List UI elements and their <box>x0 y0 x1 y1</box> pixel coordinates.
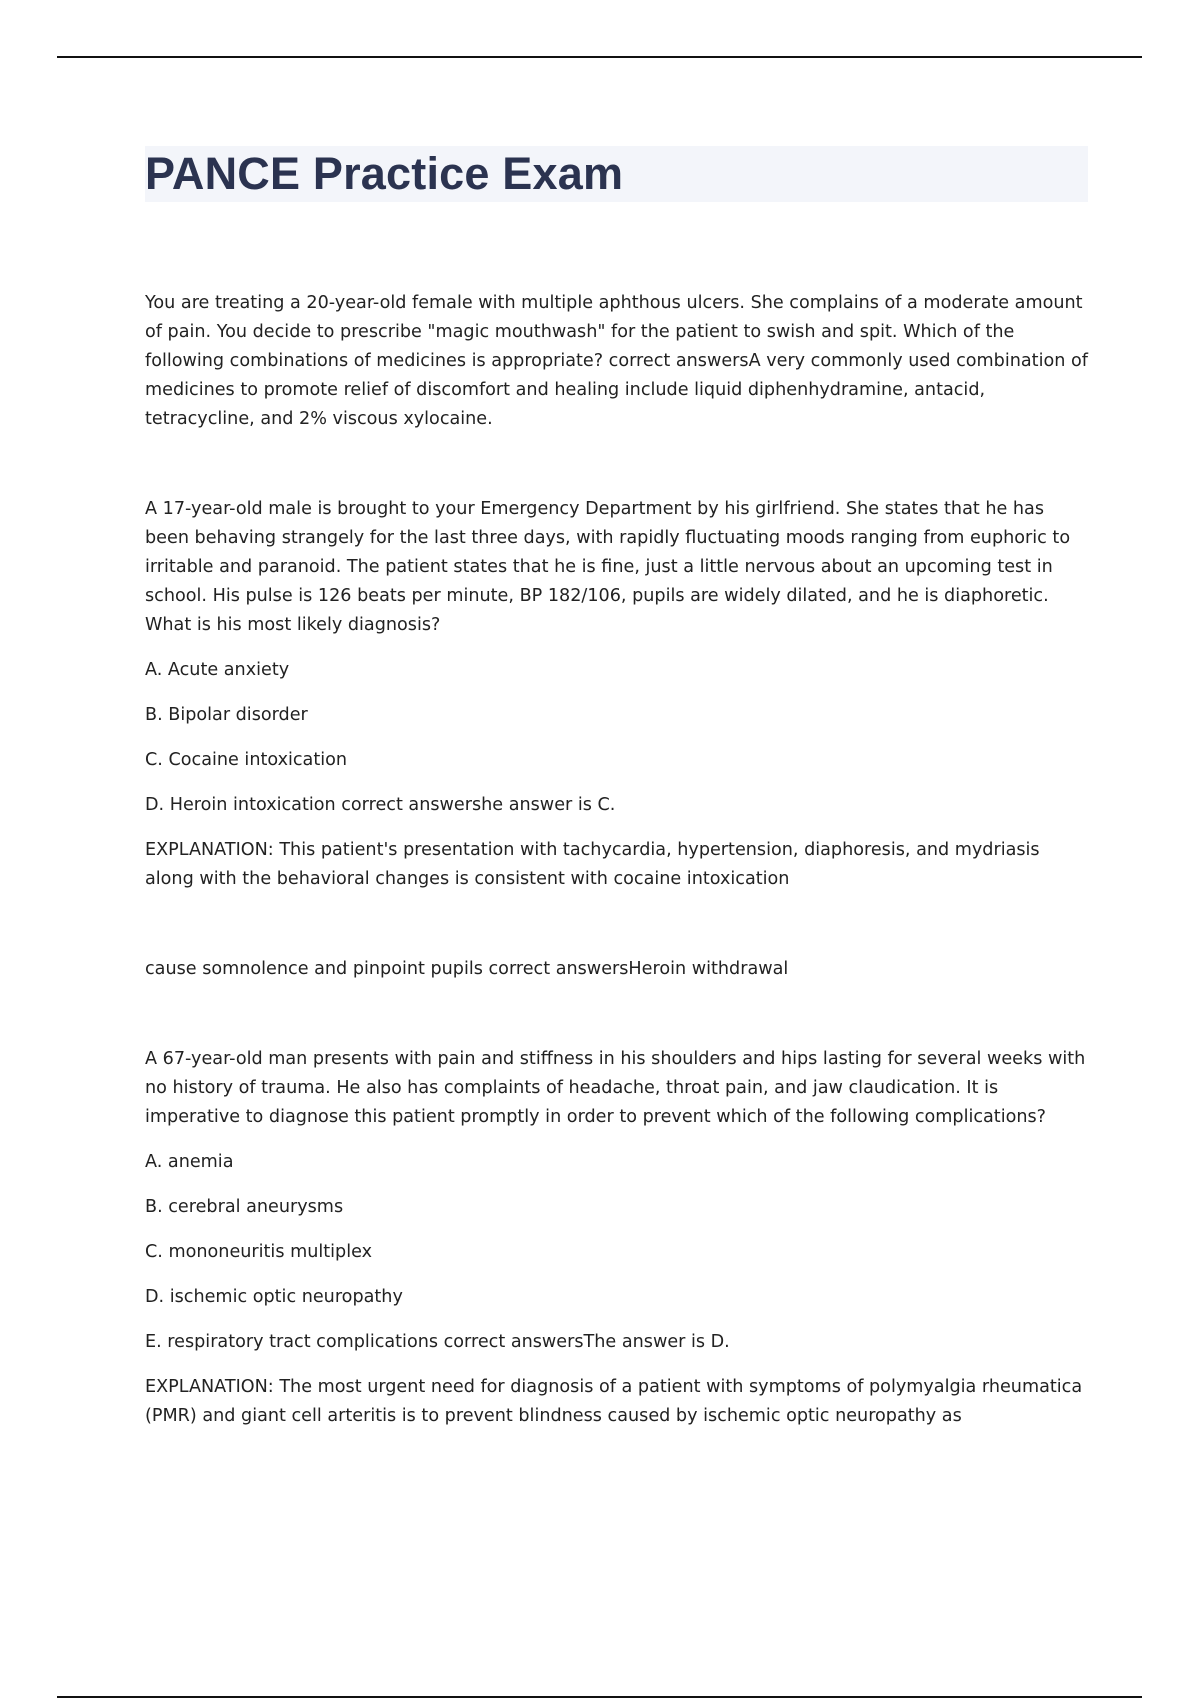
question-2-option-d: D. Heroin intoxication correct answershe answer is C. <box>145 795 616 815</box>
question-4-option-d: D. ischemic optic neuropathy <box>145 1287 403 1307</box>
question-2-explanation: EXPLANATION: This patient's presentation with tachycardia, hypertension, diaphoresis, and mydriasis along with the behavioral changes is consistent with cocaine intoxication <box>145 840 1040 889</box>
question-3: cause somnolence and pinpoint pupils correct answersHeroin withdrawal <box>145 959 789 979</box>
question-2-option-a: A. Acute anxiety <box>145 660 290 680</box>
top-divider <box>57 56 1142 58</box>
question-4-option-c: C. mononeuritis multiplex <box>145 1242 373 1262</box>
bottom-divider <box>57 1696 1142 1698</box>
document-body <box>145 289 1090 1431</box>
question-1: You are treating a 20-year-old female with multiple aphthous ulcers. She complains of a moderate amount of pain. You decide to prescribe "magic mouthwash" for the patient to swish and spit. Which of the following combinations of medicines is appropriate? correct answersA very commonly used combination of medicines to promote relief of discomfort and healing include liquid diphenhydramine, antacid, tetracycline, and 2% viscous xylocaine. <box>145 293 1088 429</box>
question-4-option-e: E. respiratory tract complications correct answersThe answer is D. <box>145 1332 730 1352</box>
question-2-option-c: C. Cocaine intoxication <box>145 750 348 770</box>
question-2-option-b: B. Bipolar disorder <box>145 705 308 725</box>
question-4: A 67-year-old man presents with pain and stiffness in his shoulders and hips lasting for several weeks with no history of trauma. He also has complaints of headache, throat pain, and jaw claudication. It is imperative to diagnose this patient promptly in order to prevent which of the following complications? <box>145 1049 1086 1127</box>
question-4-option-b: B. cerebral aneurysms <box>145 1197 344 1217</box>
question-2: A 17-year-old male is brought to your Emergency Department by his girlfriend. She states that he has been behaving strangely for the last three days, with rapidly fluctuating moods ranging from euphoric to irritable and paranoid. The patient states that he is fine, just a little nervous about an upcoming test in school. His pulse is 126 beats per minute, BP 182/106, pupils are widely dilated, and he is diaphoretic. What is his most likely diagnosis? <box>145 499 1071 635</box>
question-4-option-a: A. anemia <box>145 1152 234 1172</box>
question-4-explanation: EXPLANATION: The most urgent need for diagnosis of a patient with symptoms of polymyalgia rheumatica (PMR) and giant cell arteritis is to prevent blindness caused by ischemic optic neuropathy as <box>145 1377 1083 1426</box>
page-title: PANCE Practice Exam <box>145 148 624 199</box>
